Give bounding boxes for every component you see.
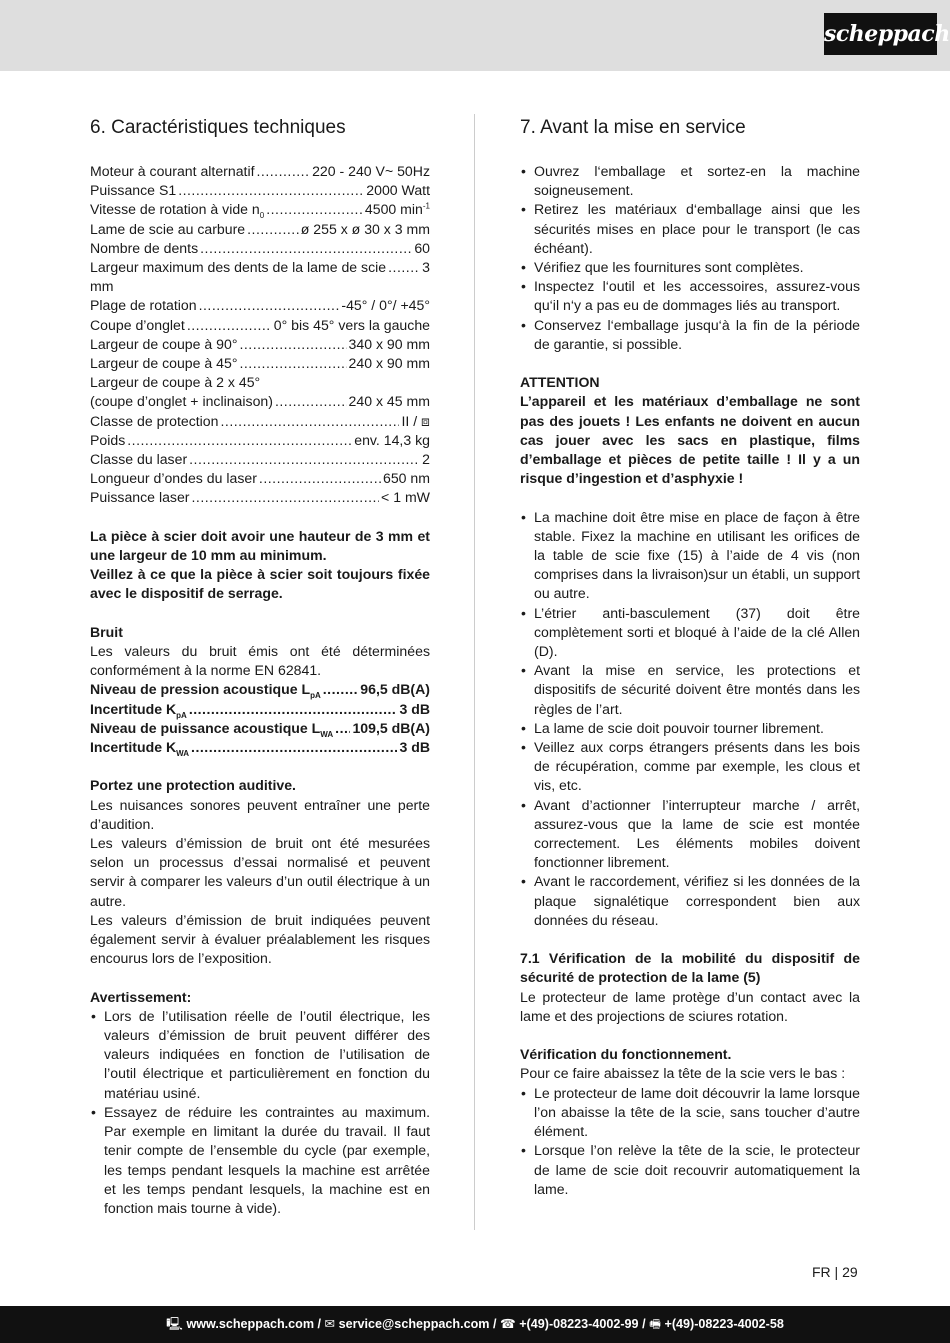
list-item: • Veillez aux corps étrangers présents dans les bois de récupération, comme par exemple, les clous et vis, etc. [520, 738, 860, 796]
noise-title: Bruit [90, 623, 123, 640]
spec-row: Vitesse de rotation à vide $n_0$ ..... 4500 $\min^{-1}$ [90, 200, 430, 219]
workpiece-note-1: La pièce à scier doit avoir une hauteur de 3 mm et une largeur de 10 mm au minimum. [90, 527, 430, 564]
specs-list [90, 162, 430, 508]
spec-row: Classe de protection ..... II / ⧈ [90, 412, 430, 431]
intro-list [520, 162, 860, 354]
subsection-7-1-text: Le protecteur de lame protège d’un contact avec la lame et des projections de sciures rotation. [520, 988, 860, 1024]
spec-row: Plage de rotation ..... -45° / 0°/ +45° [90, 296, 430, 315]
list-item: • Lors de l’utilisation réelle de l’outil électrique, les valeurs d’émission de bruit peuvent différer des valeurs indiquées en fonction de l’utilisation de l’outil électrique et particulièrement en fonction du matériau usiné. [90, 1007, 430, 1103]
list-item: • Avant le raccordement, vérifiez si les données de la plaque signalétique correspondent bien aux données du réseau. [520, 872, 860, 930]
spec-cut-2x45-label: Largeur de coupe à 2 x 45° [90, 374, 261, 391]
footer-website-link[interactable]: www.scheppach.com [186, 1317, 315, 1331]
check-text: Pour ce faire abaissez la tête de la scie vers le bas : [520, 1065, 846, 1082]
noise-value-row: Niveau de pression acoustique $L_{pA}$ ..... 96,5 dB(A) [90, 680, 430, 699]
list-item: • Avant la mise en service, les protections et dispositifs de sécurité doivent être montés dans les règles de l’art. [520, 661, 860, 719]
list-item: • Essayez de réduire les contraintes au maximum. Par exemple en limitant la durée du travail. Il faut tenir compte de l’ensemble du cycle (par exemple, les temps pendant lesquels la machine est arrêtée et les temps pendant lesquels, la machine est en fonction mais tourne à vide). [90, 1103, 430, 1218]
fax-icon: 🖷 [649, 1317, 661, 1331]
check-list [520, 1084, 860, 1199]
spec-row: Nombre de dents ..... 60 [90, 239, 430, 258]
list-item: • Retirez les matériaux d‘emballage ainsi que les sécurités mises en place pour le transport (le cas échéant). [520, 200, 860, 258]
spec-unit-mm: mm [90, 278, 114, 295]
noise-text: Les valeurs du bruit émis ont été déterminées conformément à la norme EN 62841. [90, 643, 430, 679]
list-item: • Vérifiez que les fournitures sont complètes. [520, 258, 860, 277]
scheppach-logo: scheppach [824, 13, 937, 55]
spec-row: Largeur de coupe à 45° ..... 240 x 90 mm [90, 354, 430, 373]
header-band [0, 0, 950, 71]
noise-value-row: Niveau de puissance acoustique $L_{WA}$ ..... 109,5 dB(A) [90, 719, 430, 738]
spec-row: Longueur d’ondes du laser ..... 650 nm [90, 469, 430, 488]
spec-row: Poids ..... env. 14,3 kg [90, 431, 430, 450]
spec-row: Coupe d’onglet ..... 0° bis 45° vers la gauche [90, 316, 430, 335]
footer-email-link[interactable]: service@scheppach.com [338, 1317, 490, 1331]
list-item: • Ouvrez l‘emballage et sortez-en la machine soigneusement. [520, 162, 860, 200]
protection-text-2: Les valeurs d’émission de bruit ont été mesurées selon un processus d’essai normalisé et peuvent servir à comparer les valeurs d’un outil électrique à un autre. [90, 835, 430, 909]
spec-row: Largeur de coupe à 90° ..... 340 x 90 mm [90, 335, 430, 354]
list-item: • Lorsque l’on relève la tête de la scie, le protecteur de lame de scie doit recouvrir automatiquement la lame. [520, 1141, 860, 1199]
spec-row: Moteur à courant alternatif ..... 220 - 240 V~ 50Hz [90, 162, 430, 181]
list-item: • La machine doit être mise en place de façon à être stable. Fixez la machine en utilisant les orifices de la table de scie fixe (15) à l’aide de 4 vis (non comprises dans la livraison)sur un établi, un support ou autre. [520, 508, 860, 604]
spec-row: Puissance S1 ..... 2000 Watt [90, 181, 430, 200]
right-column [520, 114, 860, 1199]
list-item: • L’étrier anti-basculement (37) doit être complètement sorti et bloqué à l’aide de la clé Allen (D). [520, 604, 860, 662]
spec-row: Lame de scie au carbure ..... ø 255 x ø 30 x 3 mm [90, 220, 430, 239]
warning-list [90, 1007, 430, 1218]
check-title: Vérification du fonctionnement. [520, 1046, 732, 1063]
subsection-7-1-heading: 7.1 Vérification de la mobilité du dispositif de sécurité de protection de la lame (5) [520, 950, 860, 986]
attention-title: ATTENTION [520, 374, 600, 391]
spec-row: Classe du laser ..... 2 [90, 450, 430, 469]
list-item: • Le protecteur de lame doit découvrir la lame lorsque l’on abaisse la tête de la scie, sans toucher d’autre élément. [520, 1084, 860, 1142]
list-item: • Conservez l‘emballage jusqu‘à la fin de la période de garantie, si possible. [520, 316, 860, 354]
phone-icon: ☎ [500, 1317, 516, 1331]
spec-row: Largeur maximum des dents de la lame de scie ..... 3 [90, 258, 430, 277]
list-item: • Inspectez l‘outil et les accessoires, assurez-vous qu‘il n‘y a pas eu de dommages liés au transport. [520, 277, 860, 315]
footer-fax: +(49)-08223-4002-58 [664, 1317, 784, 1331]
attention-text: L’appareil et les matériaux d’emballage ne sont pas des jouets ! Les enfants ne doivent en aucun cas jouer avec les sacs en plastique, films d’emballage et pièces de petite taille ! Il y a un risque d’ingestion et d’asphyxie ! [520, 393, 860, 487]
page-number: FR | 29 [812, 1264, 858, 1280]
workpiece-note-2: Veillez à ce que la pièce à scier soit toujours fixée avec le dispositif de serrage. [90, 566, 430, 602]
list-item: • Avant d’actionner l’interrupteur marche / arrêt, assurez-vous que la lame de scie est montée correctement. Les éléments mobiles doivent fonctionner librement. [520, 796, 860, 873]
computer-icon: 🖳 [166, 1317, 183, 1331]
protection-title: Portez une protection auditive. [90, 777, 296, 794]
email-icon: ✉ [324, 1317, 336, 1331]
noise-value-row: Incertitude $K_{pA}$ ..... 3 dB [90, 700, 430, 719]
protection-text-1: Les nuisances sonores peuvent entraîner une perte d’audition. [90, 796, 430, 832]
left-column [90, 114, 430, 1218]
protection-text-3: Les valeurs d’émission de bruit indiquées peuvent également servir à évaluer préalablement les risques encourus lors de l’exposition. [90, 911, 430, 967]
setup-list [520, 508, 860, 930]
section-7-heading: 7. Avant la mise en service [520, 117, 746, 138]
spec-row: Puissance laser ..... < 1 mW [90, 488, 430, 507]
noise-value-row: Incertitude $K_{WA}$ ..... 3 dB [90, 738, 430, 757]
section-6-heading: 6. Caractéristiques techniques [90, 117, 346, 138]
list-item: • La lame de scie doit pouvoir tourner librement. [520, 719, 860, 738]
column-divider [474, 114, 475, 1230]
warning-title: Avertissement: [90, 988, 192, 1005]
footer-bar: 🖳 www.scheppach.com / ✉ service@scheppach.com / ☎ +(49)-08223-4002-99 / 🖷 +(49)-08223-4002-58 [0, 1306, 950, 1343]
footer-phone: +(49)-08223-4002-99 [519, 1317, 639, 1331]
spec-row: (coupe d’onglet + inclinaison) ..... 240 x 45 mm [90, 392, 430, 411]
